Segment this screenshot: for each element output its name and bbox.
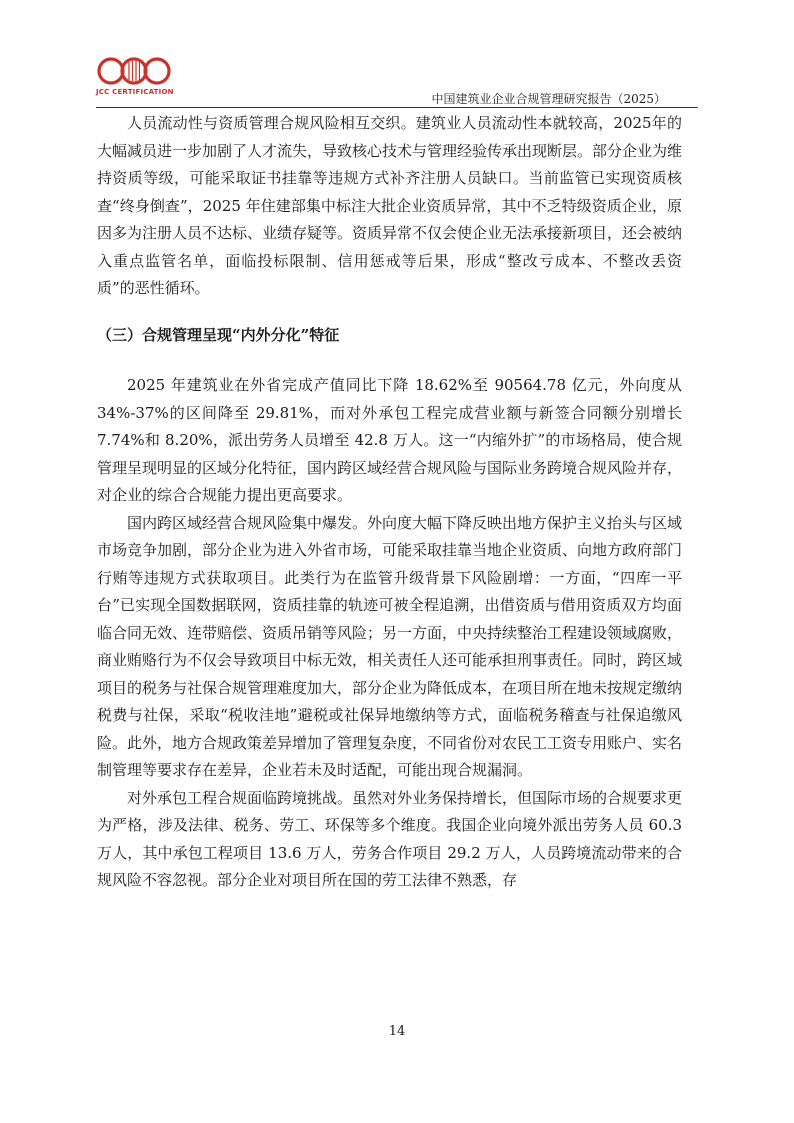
paragraph: 人员流动性与资质管理合规风险相互交织。建筑业人员流动性本就较高，2025年的大幅减员进一步加剧了人才流失，导致核心技术与管理经验传承出现断层。部分企业为维持资质等级，可能采取证书挂靠等违规方式补齐注册人员缺口。当前监管已实现资质核查“终身倒查”，2025 年住建部集中标注大批企业资质异常，其中不乏特级资质企业，原因多为注册人员不达标、业绩存疑等。资质异常不仅会使企业无法承接新项目，还会被纳入重点监管名单，面临投标限制、信用惩戒等后果，形成“整改亏成本、不整改丢资质”的恶性循环。 <box>97 114 683 297</box>
header-divider <box>96 107 698 108</box>
logo-text: JCC CERTIFICATION <box>96 88 174 96</box>
paragraph: 国内跨区域经营合规风险集中爆发。外向度大幅下降反映出地方保护主义抬头与区域市场竞争加剧，部分企业为进入外省市场，可能采取挂靠当地企业资质、向地方政府部门行贿等违规方式获取项目。此类行为在监管升级背景下风险剧增：一方面，“四库一平台”已实现全国数据联网，资质挂靠的轨迹可被全程追溯，出借资质与借用资质双方均面临合同无效、连带赔偿、资质吊销等风险；另一方面，中央持续整治工程建设领域腐败，商业贿赂行为不仅会导致项目中标无效，相关责任人还可能承担刑事责任。同时，跨区域项目的税务与社保合规管理难度加大，部分企业为降低成本，在项目所在地未按规定缴纳税费与社保，采取“税收洼地”避税或社保异地缴纳等方式，面临税务稽查与社保追缴风险。此外，地方合规政策差异增加了管理复杂度，不同省份对农民工工资专用账户、实名制管理等要求存在差异，企业若未及时适配，可能出现合规漏洞。 <box>97 513 683 779</box>
report-title: 中国建筑业企业合规管理研究报告（2025） <box>431 92 666 106</box>
page-body <box>97 110 682 895</box>
jcc-logo <box>96 56 172 102</box>
logo-rings-icon <box>96 56 172 86</box>
paragraph: 2025 年建筑业在外省完成产值同比下降 18.62%至 90564.78 亿元，外向度从34%-37%的区间降至 29.81%，而对外承包工程完成营业额与新签合同额分别增长 7.74%和 8.20%，派出劳务人员增至 42.8 万人。这一“内缩外扩”的市场格局，使合规管理呈现明显的区域分化特征，国内跨区域经营合规风险与国际业务跨境合规风险并存，对企业的综合合规能力提出更高要求。 <box>97 376 683 504</box>
section-heading: （三）合规管理呈现“内外分化”特征 <box>97 325 340 344</box>
page-number: 14 <box>388 1024 406 1039</box>
paragraph: 对外承包工程合规面临跨境挑战。虽然对外业务保持增长，但国际市场的合规要求更为严格，涉及法律、税务、劳工、环保等多个维度。我国企业向境外派出劳务人员 60.3 万人，其中承包工程项目 13.6 万人，劳务合作项目 29.2 万人，人员跨境流动带来的合规风险不容忽视。部分企业对项目所在国的劳工法律不熟悉，存 <box>97 788 683 889</box>
